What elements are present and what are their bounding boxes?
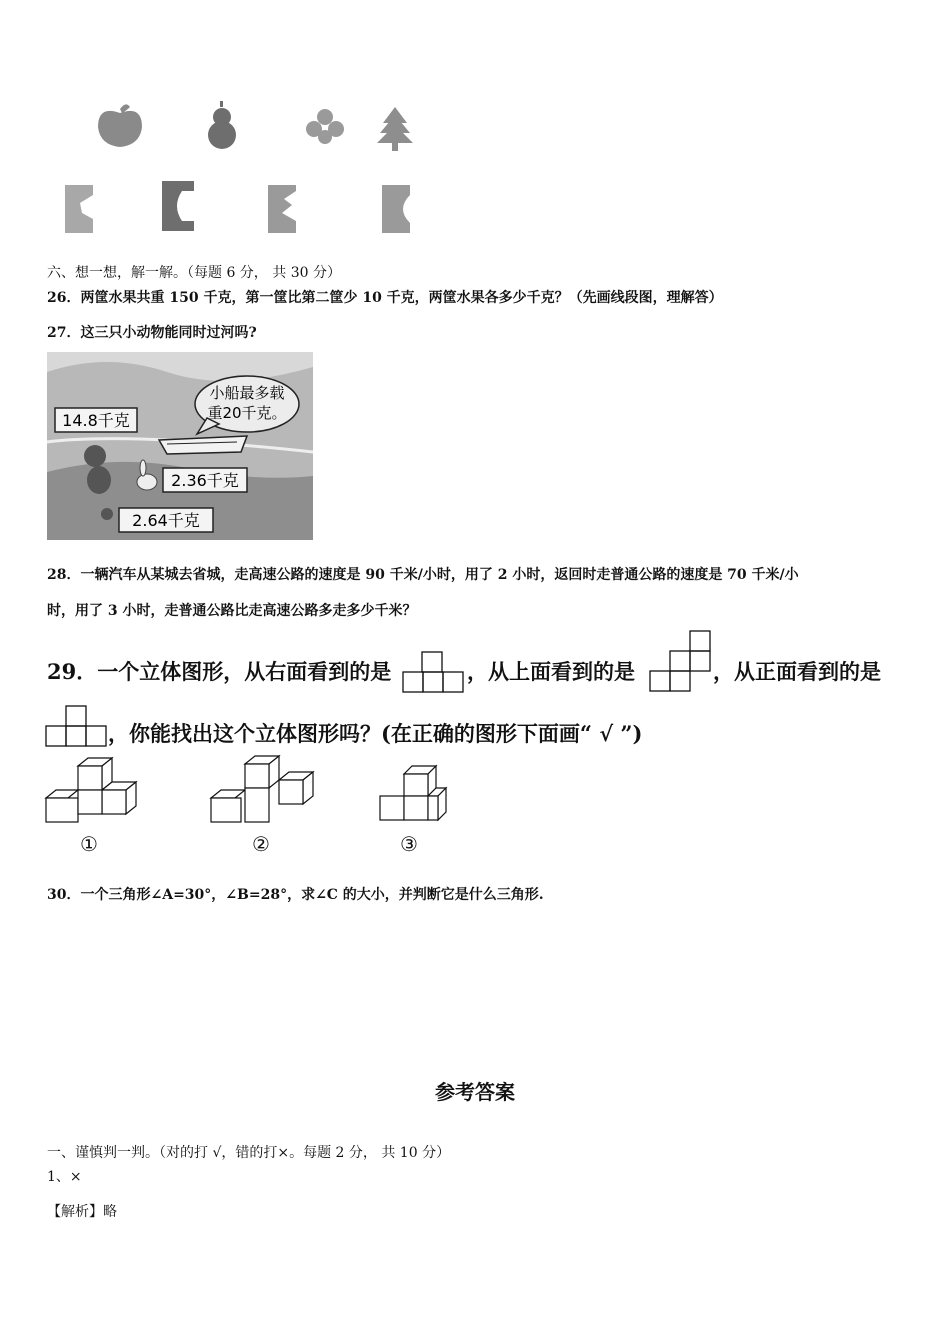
boat <box>159 436 247 454</box>
option-1-cubes <box>44 756 140 826</box>
question-26: 26．两筐水果共重 150 千克，第一筐比第二筐少 10 千克，两筐水果各多少千克？（先画线段图，理解答） <box>47 290 723 306</box>
answers-title: 参考答案 <box>435 1080 515 1104</box>
option-2-label: ② <box>252 832 270 856</box>
option-3-cubes <box>378 764 450 828</box>
folded-paper-3 <box>268 185 296 233</box>
analysis: 【解析】略 <box>47 1204 117 1220</box>
gourd-shape <box>208 101 236 149</box>
apple-shape <box>98 104 142 147</box>
folded-paper-2 <box>162 181 194 231</box>
weight-small: 2.64千克 <box>132 511 200 530</box>
option-1-label: ① <box>80 832 98 856</box>
weight-rabbit: 2.36千克 <box>171 471 239 490</box>
folded-paper-1 <box>65 185 93 233</box>
answers-section-one: 一、谨慎判一判。（对的打 √，错的打×。每题 2 分， 共 10 分） <box>47 1145 451 1161</box>
bubble-line-2: 重20千克。 <box>207 404 287 422</box>
question-29-part-1: 29．一个立体图形，从右面看到的是 <box>47 659 392 684</box>
answer-1: 1、× <box>47 1169 82 1185</box>
label-small-animal <box>119 508 213 532</box>
clover-shape <box>306 109 344 144</box>
label-monkey <box>55 408 137 432</box>
shapes-figure <box>40 95 440 245</box>
question-27: 27．这三只小动物能同时过河吗? <box>47 325 257 341</box>
weight-monkey: 14.8千克 <box>62 411 130 430</box>
section-six-heading: 六、想一想，解一解。（每题 6 分， 共 30 分） <box>47 265 341 281</box>
question-28-line-1: 28．一辆汽车从某城去省城，走高速公路的速度是 90 千米/小时，用了 2 小时，返回时走普通公路的速度是 70 千米/小 <box>47 567 799 583</box>
top-view-figure <box>649 630 713 692</box>
right-view-figure <box>402 650 466 692</box>
folded-paper-4 <box>382 185 410 233</box>
river-crossing-illustration <box>47 352 313 540</box>
option-2-cubes <box>209 754 319 826</box>
question-29-part-3: ，从正面看到的是 <box>713 659 881 684</box>
bubble-line-1: 小船最多载 <box>209 384 285 402</box>
label-rabbit <box>163 468 247 492</box>
question-29-part-2: ，从上面看到的是 <box>467 659 635 684</box>
question-28-line-2: 时，用了 3 小时，走普通公路比走高速公路多走多少千米？ <box>47 603 417 619</box>
tree-shape <box>377 107 413 151</box>
question-30: 30．一个三角形∠A=30°，∠B=28°，求∠C 的大小，并判断它是什么三角形. <box>47 887 544 903</box>
front-view-figure <box>45 704 109 748</box>
question-29-part-4: ，你能找出这个立体图形吗？(在正确的图形下面画“ √ ”) <box>108 721 643 746</box>
option-3-label: ③ <box>400 832 418 856</box>
